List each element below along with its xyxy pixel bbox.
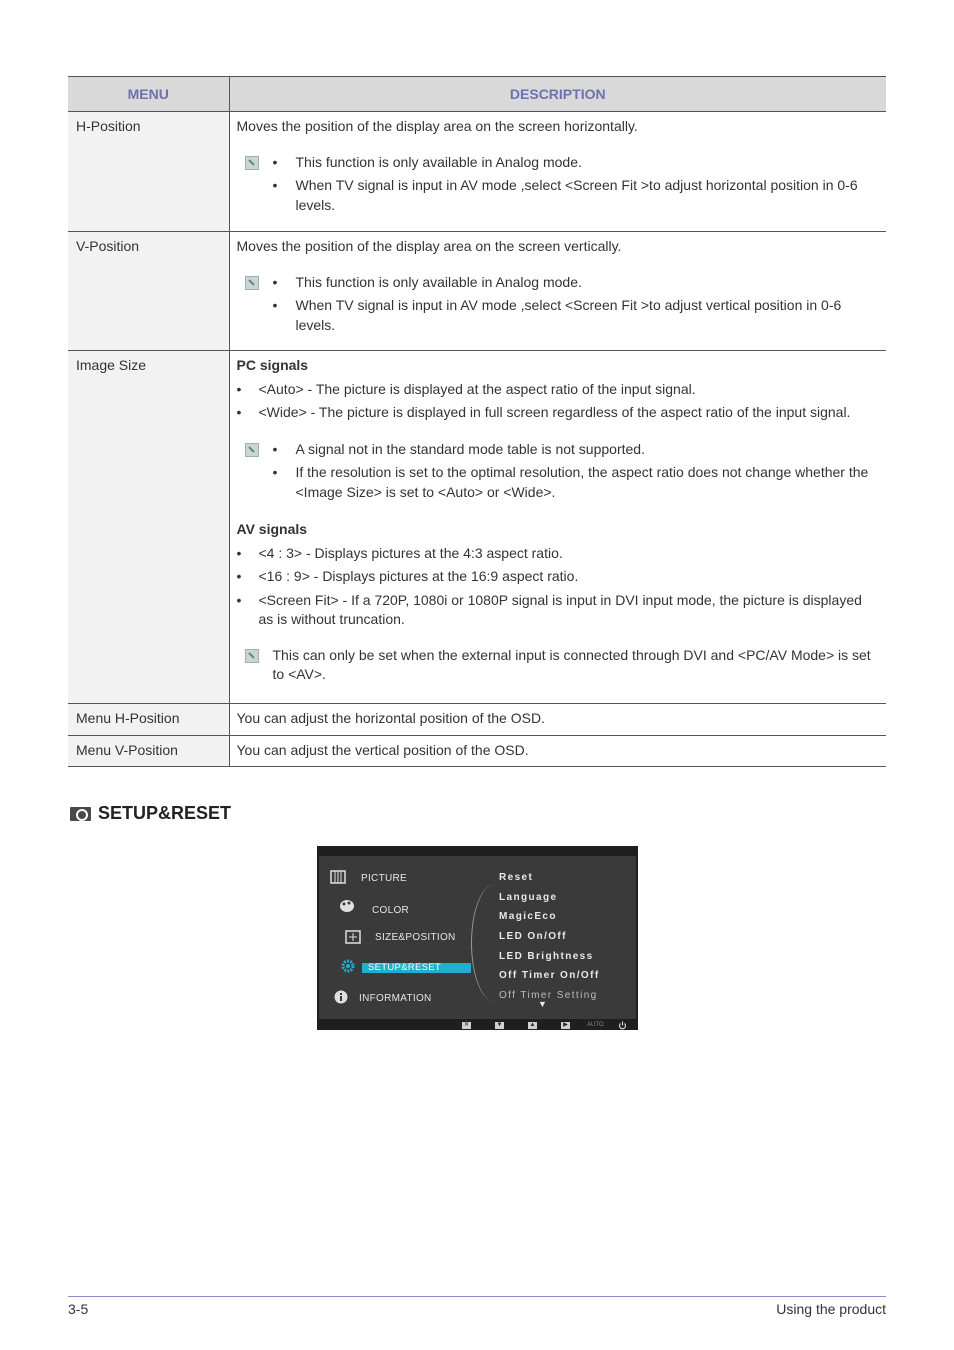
- osd-sub-reset[interactable]: Reset: [499, 872, 534, 883]
- description-cell: [229, 112, 886, 232]
- menu-name: Menu V-Position: [68, 735, 229, 767]
- description-cell: [229, 351, 886, 704]
- menu-name: H-Position: [68, 112, 229, 232]
- table-row: [68, 735, 886, 767]
- table-row: [68, 351, 886, 704]
- power-icon[interactable]: [618, 1021, 627, 1030]
- pc-signals-list: [237, 380, 879, 423]
- note-icon: [245, 156, 259, 170]
- table-row: [68, 112, 886, 232]
- auto-button[interactable]: AUTO: [587, 1022, 604, 1028]
- osd-button-bar: [317, 1021, 638, 1030]
- av-signals-heading: AV signals: [236, 521, 308, 537]
- table-row: [68, 704, 886, 736]
- menu-column-header: MENU: [68, 77, 229, 112]
- enter-icon[interactable]: ▶: [561, 1022, 570, 1029]
- note-list: [273, 153, 879, 216]
- gear-icon: [340, 959, 356, 973]
- osd-screenshot: [317, 846, 638, 1030]
- description-text: Moves the position of the display area on the screen vertically.: [236, 238, 622, 254]
- description-text: You can adjust the vertical position of the OSD.: [229, 735, 886, 767]
- section-heading: [70, 803, 231, 824]
- av-signals-list: [237, 544, 879, 630]
- note-item: • A signal not in the standard mode table is not supported.: [273, 440, 879, 460]
- note-block: [237, 273, 879, 336]
- picture-icon: [330, 870, 346, 884]
- note-block: [237, 646, 879, 685]
- setup-icon: [70, 807, 91, 821]
- list-item: • <Wide> - The picture is displayed in full screen regardless of the aspect ratio of the input signal.: [237, 403, 879, 423]
- description-text: Moves the position of the display area on the screen horizontally.: [236, 118, 638, 134]
- menu-name: V-Position: [68, 232, 229, 351]
- color-icon: [339, 899, 355, 913]
- note-list: [273, 440, 879, 503]
- size-position-icon: [345, 930, 361, 944]
- section-title: SETUP&RESET: [98, 803, 232, 823]
- note-item: • When TV signal is input in AV mode ,select <Screen Fit >to adjust horizontal position in 0-6 levels.: [273, 176, 879, 215]
- chapter-title: Using the product: [776, 1301, 886, 1317]
- close-icon[interactable]: ✕: [463, 1022, 470, 1028]
- list-item: • <16 : 9> - Displays pictures at the 16:9 aspect ratio.: [237, 567, 879, 587]
- list-item: • <Auto> - The picture is displayed at the aspect ratio of the input signal.: [237, 380, 879, 400]
- osd-panel: [319, 856, 636, 1019]
- note-block: [237, 440, 879, 503]
- note-icon: [245, 443, 259, 457]
- menu-name: Menu H-Position: [68, 704, 229, 736]
- osd-sub-off-timer-on-off[interactable]: Off Timer On/Off: [499, 970, 600, 981]
- note-text: This can only be set when the external input is connected through DVI and <PC/AV Mode> is set to <AV>.: [272, 646, 871, 682]
- note-item: • This function is only available in Analog mode.: [273, 273, 879, 293]
- description-column-header: DESCRIPTION: [229, 77, 886, 112]
- menu-description-table: [68, 76, 886, 767]
- osd-sub-led-on-off[interactable]: LED On/Off: [499, 931, 567, 942]
- list-item: • <4 : 3> - Displays pictures at the 4:3 aspect ratio.: [237, 544, 879, 564]
- osd-sub-led-brightness[interactable]: LED Brightness: [499, 951, 594, 962]
- list-item: • <Screen Fit> - If a 720P, 1080i or 1080P signal is input in DVI input mode, the picture is displayed as is without truncation.: [237, 591, 879, 630]
- osd-menu-picture[interactable]: PICTURE: [361, 873, 407, 884]
- osd-menu-size-position[interactable]: SIZE&POSITION: [375, 932, 456, 943]
- scroll-down-arrow-icon[interactable]: ▼: [538, 999, 547, 1009]
- up-icon[interactable]: ▲: [529, 1022, 536, 1028]
- note-block: [237, 153, 879, 216]
- menu-name: Image Size: [68, 351, 229, 704]
- osd-menu-color[interactable]: COLOR: [372, 905, 410, 916]
- description-text: You can adjust the horizontal position of the OSD.: [229, 704, 886, 736]
- osd-sub-language[interactable]: Language: [499, 892, 558, 903]
- table-header-row: [68, 77, 886, 112]
- table-row: [68, 232, 886, 351]
- osd-sub-magiceco[interactable]: MagicEco: [499, 911, 557, 922]
- note-icon: [245, 649, 259, 663]
- description-cell: [229, 232, 886, 351]
- down-icon[interactable]: ▼: [496, 1022, 503, 1028]
- osd-menu-information[interactable]: INFORMATION: [359, 993, 432, 1004]
- note-list: [273, 273, 879, 336]
- pc-signals-heading: PC signals: [236, 357, 309, 373]
- osd-sub-off-timer-setting[interactable]: Off Timer Setting: [499, 990, 598, 1001]
- osd-menu-setup-reset[interactable]: SETUP&RESET: [362, 963, 471, 973]
- note-item: • If the resolution is set to the optimal resolution, the aspect ratio does not change whether the <Image Size> is set to <Auto> or <Wide>.: [273, 463, 879, 502]
- footer-divider: [68, 1296, 886, 1297]
- page-number: 3-5: [68, 1301, 89, 1317]
- note-item: • This function is only available in Analog mode.: [273, 153, 879, 173]
- note-item: • When TV signal is input in AV mode ,select <Screen Fit >to adjust vertical position in 0-6 levels.: [273, 296, 879, 335]
- note-icon: [245, 276, 259, 290]
- information-icon: [333, 990, 349, 1004]
